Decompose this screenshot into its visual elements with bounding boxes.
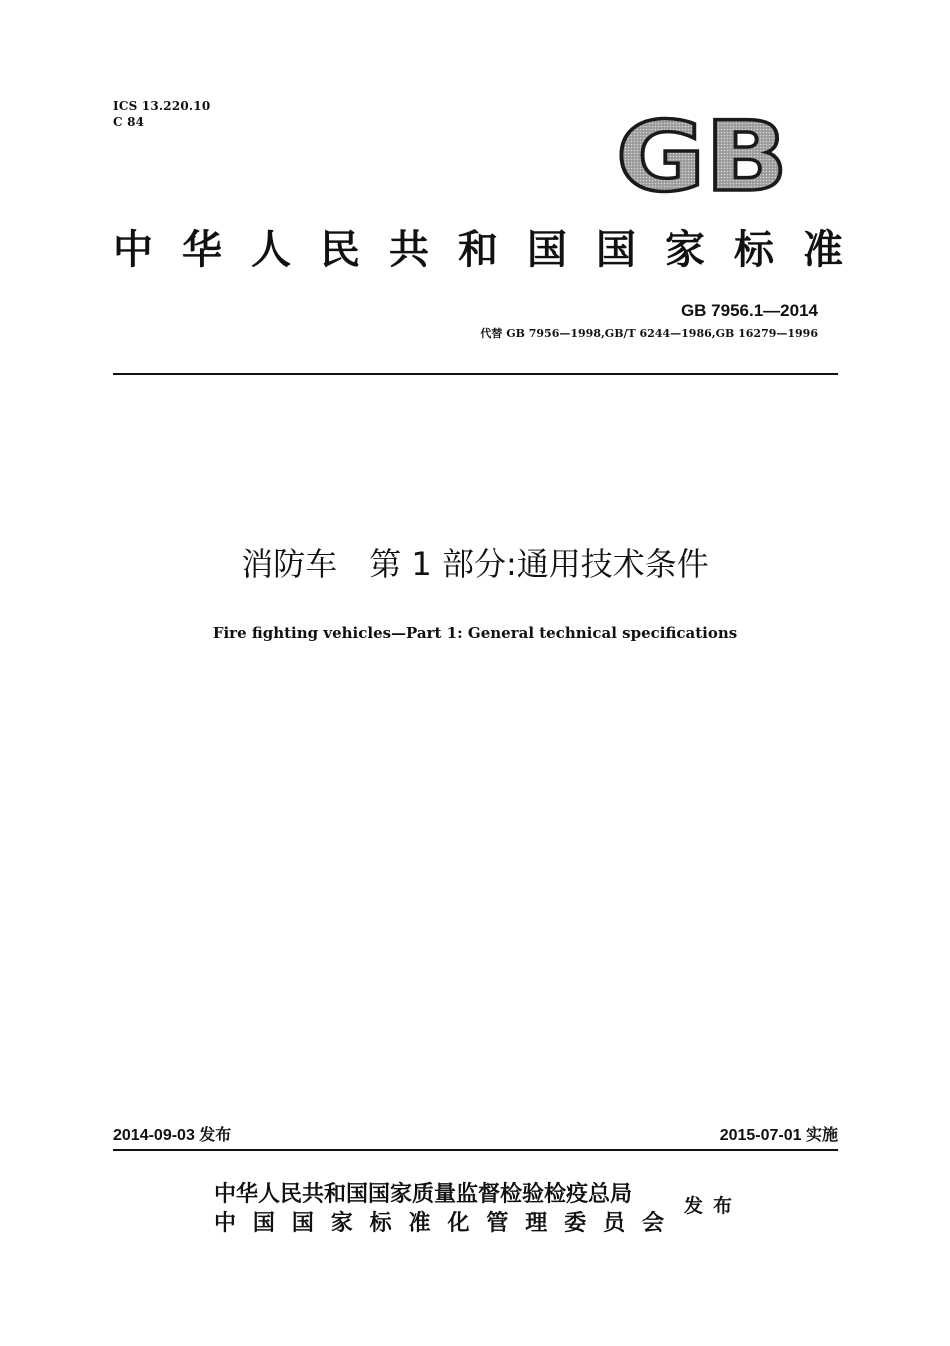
ics-code: ICS 13.220.10 bbox=[113, 99, 211, 113]
implementation-date: 2015-07-01 实施 bbox=[719, 1127, 838, 1144]
document-title-english: Fire fighting vehicles—Part 1: General technical specifications bbox=[212, 624, 738, 642]
issuer-sac: 中国国家标准化管理委员会 bbox=[214, 1211, 664, 1236]
replaces-standards: 代替 GB 7956—1998,GB/T 6244—1986,GB 16279—1996 bbox=[480, 327, 818, 340]
ccs-code: C 84 bbox=[113, 115, 145, 129]
publish-label: 发布 bbox=[684, 1195, 743, 1217]
national-standard-title: 中华人民共和国国家标准 bbox=[113, 227, 843, 273]
issue-date: 2014-09-03 发布 bbox=[113, 1127, 232, 1144]
top-divider bbox=[113, 373, 838, 375]
issuing-authorities bbox=[214, 1180, 664, 1238]
bottom-divider bbox=[113, 1149, 838, 1151]
gb-logo-text: GB bbox=[616, 110, 788, 202]
gb-logo bbox=[612, 110, 792, 202]
issuer-aqsiq: 中华人民共和国国家质量监督检验检疫总局 bbox=[214, 1182, 633, 1207]
document-title-chinese: 消防车 第 1 部分:通用技术条件 bbox=[241, 545, 709, 583]
standard-number: GB 7956.1—2014 bbox=[680, 301, 818, 320]
classification-codes bbox=[113, 98, 210, 130]
